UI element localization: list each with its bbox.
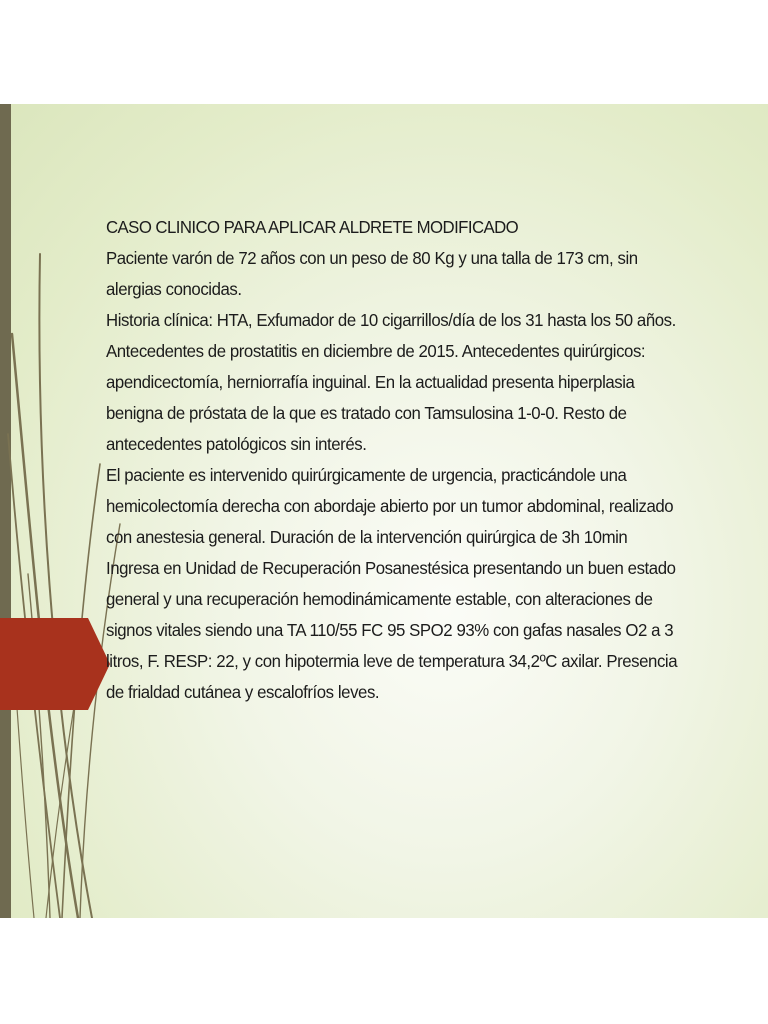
document-title: CASO CLINICO PARA APLICAR ALDRETE MODIFICADO [106,217,519,237]
paragraph-surgery: El paciente es intervenido quirúrgicamente de urgencia, practicándole una hemicolectomía derecha con abordaje abierto por un tumor abdominal, realizado con anestesia general. Duración de la intervención quirúrgica de 3h 10min [106,465,674,547]
case-text [106,212,682,708]
slide [0,104,768,918]
paragraph-recovery: Ingresa en Unidad de Recuperación Posanestésica presentando un buen estado general y una recuperación hemodinámicamente estable, con alteraciones de signos vitales siendo una TA 110/55 FC 95 SPO2 93% con gafas nasales O2 a 3 litros, F. RESP: 22, y con hipotermia leve de temperatura 34,2ºC axilar. Presencia de frialdad cutánea y escalofríos leves. [106,558,678,702]
paragraph-patient: Paciente varón de 72 años con un peso de 80 Kg y una talla de 173 cm, sin alergias conocidas. [106,248,638,299]
accent-tab [0,618,110,710]
paragraph-history: Historia clínica: HTA, Exfumador de 10 cigarrillos/día de los 31 hasta los 50 años. Antecedentes de prostatitis en diciembre de 2015. Antecedentes quirúrgicos: apendicectomía, herniorrafía inguinal. En la actualidad presenta hiperplasia benigna de próstata de la que es tratado con Tamsulosina 1-0-0. Resto de antecedentes patológicos sin interés. [106,310,676,454]
